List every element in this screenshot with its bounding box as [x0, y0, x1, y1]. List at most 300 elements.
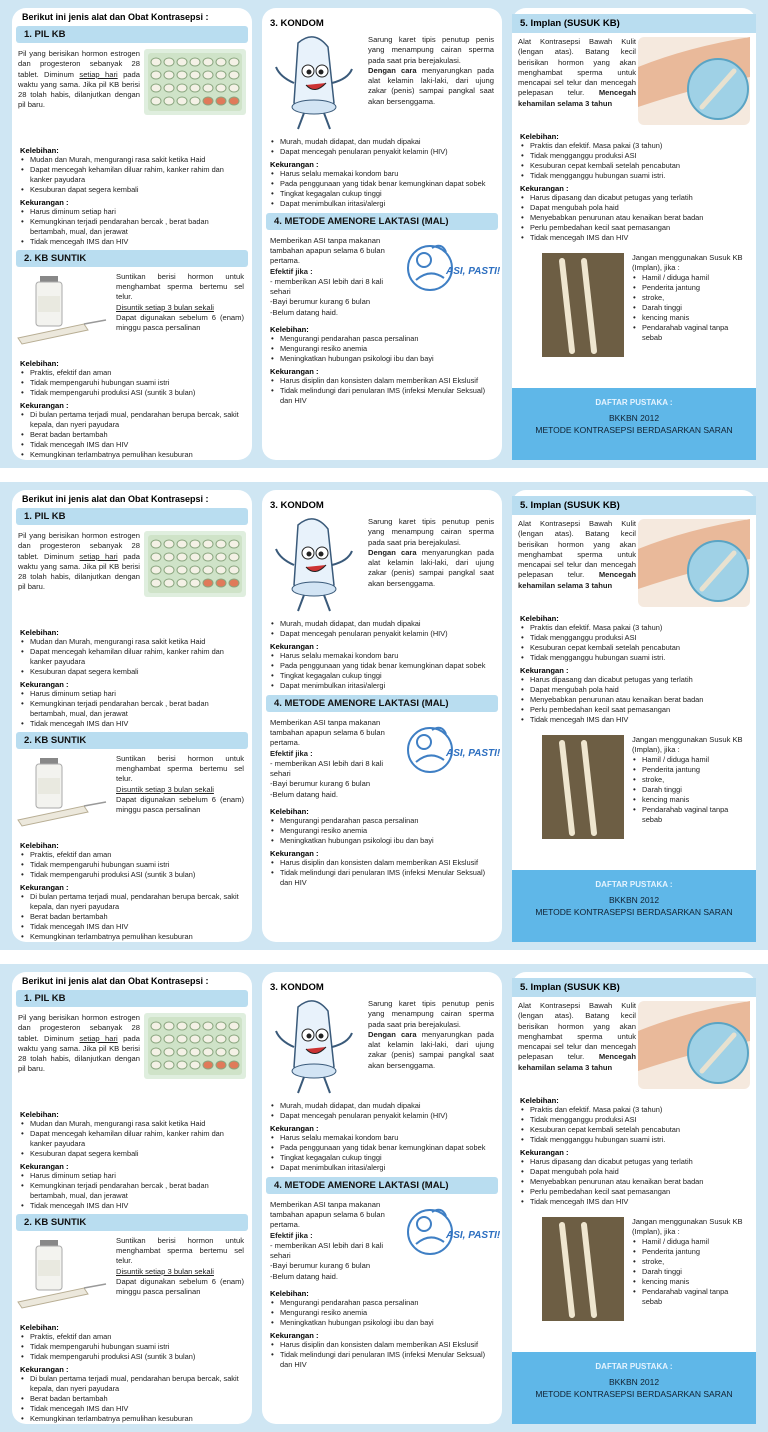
list-item: • kencing manis: [632, 795, 750, 805]
panel-pil-suntik: [12, 972, 252, 1424]
list-item: • Berat badan bertambah: [20, 430, 244, 440]
pill: [151, 1048, 161, 1056]
daftar-pustaka-label: DAFTAR PUSTAKA :: [595, 880, 673, 889]
list-item: • Praktis, efektif dan aman: [20, 368, 244, 378]
arm-implant-image: [638, 1001, 750, 1089]
pill: [229, 58, 239, 66]
list-item: • Tidak mempengaruhi produksi ASI (suntik 3 bulan): [20, 388, 244, 398]
pill: [151, 579, 161, 587]
pill: [203, 579, 213, 587]
pill: [203, 58, 213, 66]
list-item: • Praktis, efektif dan aman: [20, 850, 244, 860]
row-separator: [0, 468, 768, 482]
pill: [216, 540, 226, 548]
list-item: • Dapat menimbulkan iritasi/alergi: [270, 681, 494, 691]
list-item: • Dapat mencegah kehamilan diluar rahim, kanker rahim dan kanker payudara: [20, 1129, 244, 1149]
list-item: • Murah, mudah didapat, dan mudah dipakai: [270, 1101, 494, 1111]
list-item: • Kemungkinan terjadi pendarahan bercak , berat badan bertambah, mual, dan jerawat: [20, 699, 244, 719]
pill: [164, 71, 174, 79]
list-item: • Dapat mencegah kehamilan diluar rahim, kanker rahim dan kanker payudara: [20, 647, 244, 667]
kondom-block: [262, 33, 502, 137]
condom-mascot-image: [268, 515, 360, 615]
brochure-row: [0, 964, 768, 1432]
vial-syringe-image: [14, 754, 110, 834]
list-item: • Menyebabkan penurunan atau kenaikan berat badan: [520, 695, 748, 705]
pil-kelebihan-label: Kelebihan:: [20, 146, 59, 155]
pil-desc: Pil yang berisikan hormon estrogen dan progesteron sebanyak 28 tablet. Diminum setiap hari pada waktu yang sama. Jika pil KB berisi 28 tolah habis, dilanjutkan dengan pil baru.: [18, 49, 140, 110]
efektif-line: -Belum datang haid.: [270, 789, 338, 799]
list-item: • Kesuburan cepat kembali setelah pencabutan: [520, 643, 748, 653]
list-item: • Tingkat kegagalan cukup tinggi: [270, 1153, 494, 1163]
breastfeeding-logo: [402, 1202, 502, 1272]
implan-jangan-list: [632, 1237, 750, 1307]
list-item: • Tidak mempengaruhi produksi ASI (suntik 3 bulan): [20, 870, 244, 880]
pill: [216, 1061, 226, 1069]
panel-implan: [512, 972, 756, 1424]
suntik-desc: Suntikan berisi hormon untuk menghambat sperma bertemu sel telur. Disuntik setiap 3 bulan sekali Dapat digunakan sebelum 6 (enam) minggu pasca persalinan: [116, 1235, 244, 1297]
list-item: • Dapat mengubah pola haid: [520, 203, 748, 213]
list-item: • Tidak mencegah IMS dan HIV: [520, 1197, 748, 1207]
row-separator: [0, 950, 768, 964]
list-item: • Dapat menimbulkan iritasi/alergi: [270, 1163, 494, 1173]
implan-jangan-list: [632, 273, 750, 343]
pill: [164, 58, 174, 66]
list-item: • Tidak mencegah IMS dan HIV: [20, 1404, 244, 1414]
list-item: • Tidak mencegah IMS dan HIV: [520, 233, 748, 243]
list-item: • Mengurangi pendarahan pasca persalinan: [270, 1298, 494, 1308]
pill: [177, 1035, 187, 1043]
pill: [203, 1022, 213, 1030]
efektif-line: -Bayi berumur kurang 6 bulan: [270, 779, 371, 789]
pil-kelebihan-label: Kelebihan:: [20, 1110, 59, 1119]
list-item: • Di bulan pertama terjadi mual, pendarahan berupa bercak, sakit kepala, dan nyeri payudara: [20, 410, 244, 430]
daftar-pustaka-footer: [512, 870, 756, 942]
pill: [216, 1048, 226, 1056]
pill: [190, 1048, 200, 1056]
implan-jangan-list: [632, 755, 750, 825]
daftar-pustaka-2: METODE KONTRASEPSI BERDASARKAN SARAN: [535, 1389, 733, 1399]
list-item: • Harus disiplin dan konsisten dalam memberikan ASI Ekslusif: [270, 858, 494, 868]
panel-kondom-mal: [262, 490, 502, 942]
mal-title: 4. METODE AMENORE LAKTASI (MAL): [266, 695, 498, 712]
list-item: • Kemungkinan terlambatnya pemulihan kesuburan: [20, 932, 244, 942]
kondom-kelebihan-list: [270, 1101, 494, 1121]
intro-heading: Berikut ini jenis alat dan Obat Kontrasepsi :: [22, 12, 209, 22]
suntik-desc: Suntikan berisi hormon untuk menghambat sperma bertemu sel telur. Disuntik setiap 3 bulan sekali Dapat digunakan sebelum 6 (enam) minggu pasca persalinan: [116, 753, 244, 815]
condom-mascot-image: [268, 33, 360, 133]
suntik-kekurangan-list: [20, 892, 244, 942]
implan-desc: Alat Kontrasepsi Bawah Kulit (lengan atas). Batang kecil berisikan hormon yang akan menghambat sperma untuk mencapai sel telur dan mencegah pelepasan telur. Mencegah kehamilan selama 3 tahun: [518, 519, 636, 590]
pil-kekurangan-label: Kekurangan :: [20, 679, 69, 689]
suntik-block: [12, 752, 252, 838]
implan-warning-block: [512, 249, 756, 361]
condom-mascot-image: [268, 997, 360, 1097]
list-item: • Harus diminum setiap hari: [20, 207, 244, 217]
daftar-pustaka-1: BKKBN 2012: [608, 1377, 660, 1387]
pill: [203, 566, 213, 574]
pil-title: 1. PIL KB: [16, 990, 248, 1007]
pill: [229, 1035, 239, 1043]
pill: [216, 97, 226, 105]
pill: [229, 579, 239, 587]
pill: [190, 553, 200, 561]
implan-title: 5. Implan (SUSUK KB): [512, 978, 756, 997]
list-item: • Harus dipasang dan dicabut petugas yang terlatih: [520, 1157, 748, 1167]
pill: [151, 566, 161, 574]
mal-desc: Memberikan ASI tanpa makanan tambahan apapun selama 6 bulan pertama. Efektif jika : - memberikan ASI lebih dari 8 kali sehari -Bayi berumur kurang 6 bulan -Belum datang haid.: [270, 1200, 396, 1282]
daftar-pustaka-label: DAFTAR PUSTAKA :: [595, 1362, 673, 1371]
suntik-kelebihan-label: Kelebihan:: [20, 358, 59, 368]
implan-block: [512, 997, 756, 1093]
implan-block: [512, 515, 756, 611]
pill: [164, 540, 174, 548]
brochure-row: [0, 482, 768, 950]
implan-jangan: Jangan menggunakan Susuk KB (Implan), jika : • Hamil / diduga hamil • Penderita jantung • stroke, • Darah tinggi • kencing manis • Pendarahab vaginal tanpa sebab: [632, 735, 750, 825]
list-item: • Harus dipasang dan dicabut petugas yang terlatih: [520, 675, 748, 685]
pil-kelebihan-list: [20, 1119, 244, 1159]
pill: [177, 1022, 187, 1030]
list-item: • Tidak mengganggu hubungan suami istri.: [520, 1135, 748, 1145]
pill: [151, 553, 161, 561]
pill: [177, 553, 187, 561]
kondom-title: 3. KONDOM: [270, 500, 324, 511]
list-item: • Harus selalu memakai kondom baru: [270, 651, 494, 661]
implan-jangan: Jangan menggunakan Susuk KB (Implan), jika : • Hamil / diduga hamil • Penderita jantung • stroke, • Darah tinggi • kencing manis • Pendarahab vaginal tanpa sebab: [632, 1217, 750, 1307]
list-item: • Tidak melindungi dari penularan IMS (infeksi Menular Seksual) dan HIV: [270, 1350, 494, 1370]
list-item: • Mengurangi pendarahan pasca persalinan: [270, 816, 494, 826]
pill-pack-image: [144, 49, 246, 115]
mal-kekurangan-label: Kekurangan :: [270, 1330, 319, 1340]
pill: [164, 1048, 174, 1056]
kondom-kekurangan-list: [270, 169, 494, 209]
daftar-pustaka-label: DAFTAR PUSTAKA :: [595, 398, 673, 407]
daftar-pustaka-1: BKKBN 2012: [608, 413, 660, 423]
mal-kelebihan-list: [270, 334, 494, 364]
list-item: • Perlu pembedahan kecil saat pemasangan: [520, 705, 748, 715]
list-item: • Dapat mencegah penularan penyakit kelamin (HIV): [270, 629, 494, 639]
pill: [151, 97, 161, 105]
list-item: • kencing manis: [632, 1277, 750, 1287]
list-item: • Hamil / diduga hamil: [632, 755, 750, 765]
list-item: • Tidak mencegah IMS dan HIV: [20, 440, 244, 450]
list-item: • Harus disiplin dan konsisten dalam memberikan ASI Ekslusif: [270, 1340, 494, 1350]
list-item: • Mudan dan Murah, mengurangi rasa sakit ketika Haid: [20, 1119, 244, 1129]
list-item: • Tidak mencegah IMS dan HIV: [20, 922, 244, 932]
efektif-line: - memberikan ASI lebih dari 8 kali sehari: [270, 1240, 384, 1261]
asi-pasti-badge: ASI, PASTI!: [446, 1229, 501, 1241]
list-item: • Mudan dan Murah, mengurangi rasa sakit ketika Haid: [20, 637, 244, 647]
pill: [190, 1022, 200, 1030]
asi-pasti-badge: ASI, PASTI!: [446, 747, 501, 759]
suntik-desc: Suntikan berisi hormon untuk menghambat sperma bertemu sel telur. Disuntik setiap 3 bulan sekali Dapat digunakan sebelum 6 (enam) minggu pasca persalinan: [116, 271, 244, 333]
pill: [151, 58, 161, 66]
efektif-line: -Belum datang haid.: [270, 1271, 338, 1281]
pil-block: [12, 527, 252, 625]
intro-heading: Berikut ini jenis alat dan Obat Kontrasepsi :: [22, 976, 209, 986]
implant-rods-image: [542, 253, 624, 357]
mal-kekurangan-list: [270, 858, 494, 888]
asi-pasti-badge: ASI, PASTI!: [446, 265, 501, 277]
list-item: • Mudan dan Murah, mengurangi rasa sakit ketika Haid: [20, 155, 244, 165]
pil-kekurangan-list: [20, 1171, 244, 1211]
pill: [164, 84, 174, 92]
list-item: • Tidak mengganggu produksi ASI: [520, 151, 748, 161]
pill: [151, 1022, 161, 1030]
list-item: • stroke,: [632, 293, 750, 303]
list-item: • Tidak mencegah IMS dan HIV: [20, 1201, 244, 1211]
list-item: • Harus selalu memakai kondom baru: [270, 169, 494, 179]
pill: [177, 579, 187, 587]
implan-kelebihan-list: [520, 1105, 748, 1145]
panel-kondom-mal: [262, 972, 502, 1424]
list-item: • Tidak mempengaruhi hubungan suami istri: [20, 1342, 244, 1352]
pill: [229, 84, 239, 92]
daftar-pustaka-1: BKKBN 2012: [608, 895, 660, 905]
list-item: • Tidak mempengaruhi produksi ASI (suntik 3 bulan): [20, 1352, 244, 1362]
list-item: • Kesuburan cepat kembali setelah pencabutan: [520, 161, 748, 171]
pill: [177, 566, 187, 574]
kondom-desc: Sarung karet tipis penutup penis yang menampung cairan sperma pada saat pria berejakulasi. Dengan cara menyarungkan pada alat kelamin laki-laki, dari ujung zakar (penis) sampai pangkal saat akan bersenggama.: [368, 999, 494, 1070]
kondom-kekurangan-label: Kekurangan :: [270, 159, 319, 169]
efektif-line: - memberikan ASI lebih dari 8 kali sehari: [270, 758, 384, 779]
brochure-row: [0, 0, 768, 468]
pill: [151, 71, 161, 79]
implan-kekurangan-label: Kekurangan :: [520, 183, 569, 193]
implant-rods-image: [542, 735, 624, 839]
list-item: • Praktis, efektif dan aman: [20, 1332, 244, 1342]
list-item: • Pendarahab vaginal tanpa sebab: [632, 805, 750, 825]
kondom-kekurangan-list: [270, 1133, 494, 1173]
list-item: • Dapat mencegah penularan penyakit kelamin (HIV): [270, 1111, 494, 1121]
list-item: • Dapat mengubah pola haid: [520, 685, 748, 695]
list-item: • kencing manis: [632, 313, 750, 323]
arm-implant-image: [638, 519, 750, 607]
breastfeeding-logo: [402, 720, 502, 790]
list-item: • Kesuburan dapat segera kembali: [20, 1149, 244, 1159]
pill: [229, 97, 239, 105]
pill: [203, 1035, 213, 1043]
pill: [229, 540, 239, 548]
panel-kondom-mal: [262, 8, 502, 460]
list-item: • stroke,: [632, 775, 750, 785]
list-item: • Murah, mudah didapat, dan mudah dipakai: [270, 137, 494, 147]
list-item: • Kemungkinan terjadi pendarahan bercak , berat badan bertambah, mual, dan jerawat: [20, 1181, 244, 1201]
implan-title: 5. Implan (SUSUK KB): [512, 14, 756, 33]
mal-kelebihan-label: Kelebihan:: [270, 1288, 309, 1298]
mal-kekurangan-list: [270, 1340, 494, 1370]
daftar-pustaka-2: METODE KONTRASEPSI BERDASARKAN SARAN: [535, 907, 733, 917]
implan-kekurangan-label: Kekurangan :: [520, 665, 569, 675]
panel-pil-suntik: [12, 490, 252, 942]
list-item: • Di bulan pertama terjadi mual, pendarahan berupa bercak, sakit kepala, dan nyeri payudara: [20, 892, 244, 912]
suntik-block: [12, 270, 252, 356]
implan-block: [512, 33, 756, 129]
list-item: • Kesuburan dapat segera kembali: [20, 667, 244, 677]
pil-desc: Pil yang berisikan hormon estrogen dan progesteron sebanyak 28 tablet. Diminum setiap hari pada waktu yang sama. Jika pil KB berisi 28 tolah habis, dilanjutkan dengan pil baru.: [18, 531, 140, 592]
pill: [164, 579, 174, 587]
implan-kelebihan-label: Kelebihan:: [520, 614, 559, 623]
pil-kekurangan-label: Kekurangan :: [20, 197, 69, 207]
pill: [216, 1035, 226, 1043]
intro-heading: Berikut ini jenis alat dan Obat Kontrasepsi :: [22, 494, 209, 504]
list-item: • Berat badan bertambah: [20, 1394, 244, 1404]
panel-implan: [512, 490, 756, 942]
pill: [151, 540, 161, 548]
list-item: • Dapat mencegah kehamilan diluar rahim, kanker rahim dan kanker payudara: [20, 165, 244, 185]
pill: [164, 1022, 174, 1030]
list-item: • Meningkatkan hubungan psikologi ibu dan bayi: [270, 1318, 494, 1328]
list-item: • Berat badan bertambah: [20, 912, 244, 922]
suntik-kekurangan-list: [20, 1374, 244, 1424]
list-item: • Mengurangi pendarahan pasca persalinan: [270, 334, 494, 344]
list-item: • Darah tinggi: [632, 785, 750, 795]
list-item: • Meningkatkan hubungan psikologi ibu dan bayi: [270, 836, 494, 846]
pill: [229, 1048, 239, 1056]
suntik-kelebihan-label: Kelebihan:: [20, 1322, 59, 1332]
pil-block: [12, 45, 252, 143]
kondom-kelebihan-list: [270, 619, 494, 639]
mal-kekurangan-label: Kekurangan :: [270, 366, 319, 376]
list-item: • Menyebabkan penurunan atau kenaikan berat badan: [520, 1177, 748, 1187]
list-item: • Praktis dan efektif. Masa pakai (3 tahun): [520, 141, 748, 151]
list-item: • Murah, mudah didapat, dan mudah dipakai: [270, 619, 494, 629]
list-item: • Hamil / diduga hamil: [632, 1237, 750, 1247]
pill: [216, 553, 226, 561]
list-item: • Di bulan pertama terjadi mual, pendarahan berupa bercak, sakit kepala, dan nyeri payudara: [20, 1374, 244, 1394]
pill: [151, 1061, 161, 1069]
list-item: • Tidak mencegah IMS dan HIV: [20, 719, 244, 729]
pil-kelebihan-list: [20, 155, 244, 195]
kondom-block: [262, 515, 502, 619]
breastfeeding-logo: [402, 238, 502, 308]
pill: [216, 71, 226, 79]
list-item: • Praktis dan efektif. Masa pakai (3 tahun): [520, 623, 748, 633]
implan-title: 5. Implan (SUSUK KB): [512, 496, 756, 515]
list-item: • Harus disiplin dan konsisten dalam memberikan ASI Ekslusif: [270, 376, 494, 386]
mal-block: [262, 234, 502, 322]
pil-title: 1. PIL KB: [16, 508, 248, 525]
pill: [203, 553, 213, 561]
implan-jangan: Jangan menggunakan Susuk KB (Implan), jika : • Hamil / diduga hamil • Penderita jantung • stroke, • Darah tinggi • kencing manis • Pendarahab vaginal tanpa sebab: [632, 253, 750, 343]
list-item: • Mengurangi resiko anemia: [270, 826, 494, 836]
efektif-line: - memberikan ASI lebih dari 8 kali sehari: [270, 276, 384, 297]
implan-kelebihan-list: [520, 141, 748, 181]
pill: [190, 579, 200, 587]
vial-syringe-image: [14, 272, 110, 352]
pill: [229, 71, 239, 79]
pill: [229, 1061, 239, 1069]
list-item: • Mengurangi resiko anemia: [270, 1308, 494, 1318]
pill: [177, 84, 187, 92]
list-item: • Tidak mempengaruhi hubungan suami istri: [20, 378, 244, 388]
pill: [216, 84, 226, 92]
pil-kekurangan-label: Kekurangan :: [20, 1161, 69, 1171]
pill: [190, 566, 200, 574]
implan-kelebihan-list: [520, 623, 748, 663]
list-item: • Pada penggunaan yang tidak benar kemungkinan dapat sobek: [270, 1143, 494, 1153]
panel-pil-suntik: [12, 8, 252, 460]
pil-kekurangan-list: [20, 207, 244, 247]
implant-rods-image: [542, 1217, 624, 1321]
pill: [164, 1061, 174, 1069]
list-item: • Tidak mengganggu hubungan suami istri.: [520, 171, 748, 181]
implan-warning-block: [512, 731, 756, 843]
list-item: • Tingkat kegagalan cukup tinggi: [270, 671, 494, 681]
list-item: • Tidak mengganggu produksi ASI: [520, 633, 748, 643]
suntik-kekurangan-label: Kekurangan :: [20, 882, 69, 892]
vial-syringe-image: [14, 1236, 110, 1316]
list-item: • Pendarahab vaginal tanpa sebab: [632, 323, 750, 343]
list-item: • Darah tinggi: [632, 1267, 750, 1277]
list-item: • Pendarahab vaginal tanpa sebab: [632, 1287, 750, 1307]
mal-block: [262, 1198, 502, 1286]
list-item: • Tidak melindungi dari penularan IMS (infeksi Menular Seksual) dan HIV: [270, 386, 494, 406]
list-item: • Tidak mempengaruhi hubungan suami istri: [20, 860, 244, 870]
pill: [151, 1035, 161, 1043]
suntik-title: 2. KB SUNTIK: [16, 1214, 248, 1231]
pill: [164, 1035, 174, 1043]
pill: [151, 84, 161, 92]
pill: [203, 540, 213, 548]
suntik-title: 2. KB SUNTIK: [16, 250, 248, 267]
kondom-kelebihan-list: [270, 137, 494, 157]
mal-kelebihan-list: [270, 1298, 494, 1328]
pill: [229, 553, 239, 561]
suntik-kekurangan-list: [20, 410, 244, 460]
pil-kelebihan-list: [20, 637, 244, 677]
pill: [177, 58, 187, 66]
mal-title: 4. METODE AMENORE LAKTASI (MAL): [266, 1177, 498, 1194]
implan-kekurangan-list: [520, 193, 748, 243]
pill: [203, 84, 213, 92]
pill: [164, 553, 174, 561]
implan-desc: Alat Kontrasepsi Bawah Kulit (lengan atas). Batang kecil berisikan hormon yang akan menghambat sperma untuk mencapai sel telur dan mencegah pelepasan telur. Mencegah kehamilan selama 3 tahun: [518, 1001, 636, 1072]
efektif-line: -Bayi berumur kurang 6 bulan: [270, 297, 371, 307]
pill: [216, 1022, 226, 1030]
pill: [229, 566, 239, 574]
pill: [190, 84, 200, 92]
daftar-pustaka-2: METODE KONTRASEPSI BERDASARKAN SARAN: [535, 425, 733, 435]
pill: [203, 1061, 213, 1069]
kondom-kekurangan-list: [270, 651, 494, 691]
pill: [203, 97, 213, 105]
mal-kekurangan-list: [270, 376, 494, 406]
kondom-title: 3. KONDOM: [270, 18, 324, 29]
mal-kelebihan-label: Kelebihan:: [270, 806, 309, 816]
kondom-kekurangan-label: Kekurangan :: [270, 1123, 319, 1133]
pill-pack-image: [144, 531, 246, 597]
suntik-kelebihan-list: [20, 1332, 244, 1362]
suntik-kelebihan-label: Kelebihan:: [20, 840, 59, 850]
list-item: • Tidak melindungi dari penularan IMS (infeksi Menular Seksual) dan HIV: [270, 868, 494, 888]
pill: [164, 566, 174, 574]
suntik-kekurangan-label: Kekurangan :: [20, 400, 69, 410]
list-item: • Tidak mencegah IMS dan HIV: [20, 237, 244, 247]
list-item: • Pada penggunaan yang tidak benar kemungkinan dapat sobek: [270, 179, 494, 189]
pil-block: [12, 1009, 252, 1107]
list-item: • Tidak mengganggu produksi ASI: [520, 1115, 748, 1125]
mal-desc: Memberikan ASI tanpa makanan tambahan apapun selama 6 bulan pertama. Efektif jika : - memberikan ASI lebih dari 8 kali sehari -Bayi berumur kurang 6 bulan -Belum datang haid.: [270, 236, 396, 318]
mal-block: [262, 716, 502, 804]
mal-kelebihan-label: Kelebihan:: [270, 324, 309, 334]
mal-kelebihan-list: [270, 816, 494, 846]
pill: [190, 97, 200, 105]
list-item: • stroke,: [632, 1257, 750, 1267]
kondom-desc: Sarung karet tipis penutup penis yang menampung cairan sperma pada saat pria berejakulasi. Dengan cara menyarungkan pada alat kelamin laki-laki, dari ujung zakar (penis) sampai pangkal saat akan bersenggama.: [368, 35, 494, 106]
list-item: • Harus diminum setiap hari: [20, 689, 244, 699]
list-item: • Kemungkinan terlambatnya pemulihan kesuburan: [20, 1414, 244, 1424]
list-item: • Harus diminum setiap hari: [20, 1171, 244, 1181]
